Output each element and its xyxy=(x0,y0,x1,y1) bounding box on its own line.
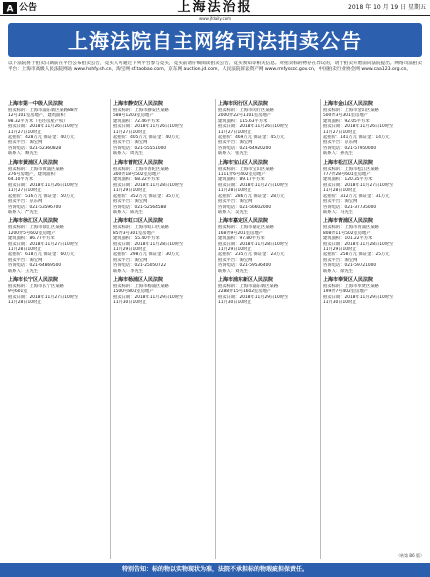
auction-notice xyxy=(113,218,211,274)
column-divider xyxy=(110,99,111,559)
notice-line: 拍卖标的：上海市浦东新区某路 xyxy=(218,283,279,289)
notice-line: 拍卖标的：上海市徐汇区某路 xyxy=(8,225,64,231)
notice-line: 起拍价：428万元 保证金：40万元 xyxy=(8,135,75,141)
notice-line: 拍卖日期：2018年11月26日10时至 xyxy=(218,124,289,130)
notice-line: 拍卖日期：2018年11月29日10时至 xyxy=(218,294,289,300)
notice-line: 拍卖平台：京东网 xyxy=(323,140,358,146)
column-divider xyxy=(320,99,321,559)
section-name: 公告 xyxy=(19,3,38,13)
notice-line: 11月29日10时止 xyxy=(113,246,147,252)
notice-line: 建筑面积：115.63平方米 xyxy=(218,118,268,124)
notice-line: 拍卖标的：上海市松江区某路 xyxy=(323,166,379,172)
notice-line: 拍卖标的：上海市浦东新区某路88弄 xyxy=(8,108,78,113)
notice-line: 2000弄22号1101室房地产 xyxy=(218,113,272,119)
notice-line: 拍卖日期：2018年11月26日10时至 xyxy=(8,124,79,130)
notice-line: 建筑面积：72.46平方米 xyxy=(113,118,160,124)
auction-notice xyxy=(8,218,106,274)
auction-notice xyxy=(8,277,106,306)
notice-line: 276号房地产，建筑面积： xyxy=(8,172,60,178)
notice-line: 建筑面积：55.40平方米 xyxy=(113,236,160,242)
intro-paragraph: 以下法院将于拍卖日期前在平台公布拍卖公告，竞买人可通过下列平台参与竞买，竞买前请仔细阅读拍卖公告、竞买须知等相关信息。对拍卖标的物存在异议的，请于拍卖开始前向法院提出。网络司法拍卖平台：上海市高级人民法院网站 www.hshfy.sh.cn，淘宝网 sf.taobao.com，京东网 auction.jd.com，人民法院诉讼资产网 www.rmfysszc.gov.cn，中国拍卖行业协会网 www.caa123.org.cn。 xyxy=(8,61,422,73)
notice-line: 11月30日10时止 xyxy=(323,300,357,306)
notice-line: 11月28日10时止 xyxy=(8,300,42,306)
notice-line: 起拍价：469万元 保证金：45万元 xyxy=(218,135,285,141)
notice-line: 起拍价：405万元 保证金：40万元 xyxy=(113,135,180,141)
notice-line: 咨询电话：021-56602000 xyxy=(218,204,272,210)
notice-line: 11月29日10时止 xyxy=(113,188,147,194)
notice-line: 拍卖平台：淘宝网 xyxy=(8,140,43,146)
court-name: 上海市嘉定区人民法院 xyxy=(218,218,269,225)
notice-line: 拍卖标的：上海市金山区某路 xyxy=(323,108,379,113)
svg-text:A: A xyxy=(6,4,14,14)
notice-line: 98.32平方米（毛坯房屋产权） xyxy=(8,118,68,124)
notice-line: 咨询电话：021-37735000 xyxy=(323,204,377,210)
auction-notice xyxy=(113,160,211,216)
notice-line: 联系人：周先生 xyxy=(113,151,144,157)
notice-line: 85弄3号301室房地产 xyxy=(113,230,156,236)
court-name: 上海市青浦区人民法院 xyxy=(323,218,374,225)
notice-line: 联系人：刘先生 xyxy=(218,268,249,274)
court-name: 上海市杨浦区人民法院 xyxy=(113,276,164,283)
notice-line: 联系人：马先生 xyxy=(323,209,354,215)
notice-line: 拍卖平台：淘宝网 xyxy=(113,199,148,205)
column-4 xyxy=(323,99,421,559)
notice-line: 11月29日10时止 xyxy=(323,246,357,252)
issue-date: 2018 年 10 月 19 日 星期五 xyxy=(348,4,426,11)
website-url: www.jfdaily.com xyxy=(198,16,232,21)
court-name: 上海市普陀区人民法院 xyxy=(113,159,164,166)
court-name: 上海市黄浦区人民法院 xyxy=(8,159,59,166)
notice-line: 起拍价：298万元 保证金：30万元 xyxy=(113,252,180,258)
notice-line: 咨询电话：021-59536400 xyxy=(218,263,272,269)
notice-line: 11月27日10时止 xyxy=(8,188,42,194)
notice-line: 起拍价：312万元 保证金：31万元 xyxy=(323,193,390,199)
notice-line: 拍卖平台：淘宝网 xyxy=(218,257,253,263)
court-name: 上海市松江区人民法院 xyxy=(323,159,374,166)
notice-line: 199弄7号402室房地产 xyxy=(323,289,368,295)
notice-line: 12号101室房地产，建筑面积： xyxy=(8,113,69,119)
notice-line: 拍卖平台：京东网 xyxy=(8,199,43,205)
notice-line: 拍卖标的：上海市青浦区某路 xyxy=(323,225,379,231)
notice-line: 808弄11号502室房地产 xyxy=(323,230,371,236)
notice-line: 联系人：李先生 xyxy=(113,268,144,274)
notice-line: 咨询电话：021-53596700 xyxy=(8,204,62,210)
notice-line: 起拍价：141万元 保证金：14万元 xyxy=(323,135,390,141)
notice-line: 拍卖日期：2018年11月29日10时至 xyxy=(323,294,394,300)
notice-line: 联系人：孙先生 xyxy=(323,151,354,157)
notice-line: 起拍价：286万元 保证金：28万元 xyxy=(218,193,285,199)
notice-line: 拍卖标的：上海市闵行区某路 xyxy=(218,108,274,113)
notice-line: 联系人：吴先生 xyxy=(218,209,249,215)
auction-notice xyxy=(218,160,316,216)
notice-line: 建筑面积：101.22平方米 xyxy=(323,236,373,242)
notice-line: 拍卖日期：2018年11月27日10时至 xyxy=(8,241,79,247)
notice-line: 拍卖标的：上海市虹口区某路 xyxy=(113,225,169,231)
notice-line: 拍卖平台：淘宝网 xyxy=(113,257,148,263)
notice-line: 拍卖平台：淘宝网 xyxy=(8,257,43,263)
footer-notice: 特别告知：标的物以实物现状为准，法院不承担标的物瑕疵担保责任。 xyxy=(121,566,308,573)
notice-line: 咨询电话：021-64869500 xyxy=(8,263,62,269)
notice-line: 168弄9号201室房地产 xyxy=(218,230,263,236)
column-3 xyxy=(218,99,316,559)
court-name: 上海市闵行区人民法院 xyxy=(218,101,269,107)
auction-notice xyxy=(323,218,421,274)
notice-line: 11月28日10时止 xyxy=(8,246,42,252)
notice-line: 11月27日10时止 xyxy=(218,129,252,135)
notice-line: 拍卖平台：淘宝网 xyxy=(218,140,253,146)
notice-line: 拍卖标的：上海市宝山区某路 xyxy=(218,166,274,172)
notice-line: 11月30日10时止 xyxy=(218,300,252,306)
notice-line: 拍卖标的：上海市静安区某路 xyxy=(113,108,169,113)
notice-line: 拍卖平台：淘宝网 xyxy=(323,199,358,205)
notice-line: 起拍价：352万元 保证金：35万元 xyxy=(113,193,180,199)
notice-line: 建筑面积：89.17平方米 xyxy=(218,177,265,183)
notice-line: 拍卖标的：上海市嘉定区某路 xyxy=(218,225,274,231)
column-divider xyxy=(215,99,216,559)
column-2 xyxy=(113,99,211,559)
notice-line: 1200弄5号602室房地产 xyxy=(8,230,56,236)
notice-line: 拍卖日期：2018年11月26日10时至 xyxy=(8,182,79,188)
auction-notice xyxy=(113,277,211,306)
notice-line: 联系人：严先生 xyxy=(8,209,39,215)
notice-line: 联系人：顾先生 xyxy=(8,151,39,157)
notice-line: 起拍价：258万元 保证金：25万元 xyxy=(323,252,390,258)
auction-notice xyxy=(218,101,316,157)
notice-line: 拍卖平台：淘宝网 xyxy=(218,199,253,205)
notice-line: 建筑面积：97.80平方米 xyxy=(218,236,265,242)
auction-notice xyxy=(218,218,316,274)
notice-line: 建筑面积：68.22平方米 xyxy=(113,177,160,183)
notice-line: 起拍价：235万元 保证金：23万元 xyxy=(218,252,285,258)
notice-line: 咨询电话：021-59721000 xyxy=(323,263,377,269)
court-name: 上海市浦东新区人民法院 xyxy=(218,276,274,283)
notice-line: 500弄3号301室房地产 xyxy=(323,113,368,119)
notice-line: 拍卖标的：上海市杨浦区某路 xyxy=(113,283,169,289)
notice-line: 拍卖日期：2018年11月28日10时至 xyxy=(218,241,289,247)
notice-line: 拍卖平台：淘宝网 xyxy=(113,140,148,146)
notice-line: 拍卖日期：2018年11月26日10时至 xyxy=(323,124,394,130)
notice-line: 11月30日10时止 xyxy=(113,300,147,306)
notice-line: 2288弄15号1602室房地产 xyxy=(218,289,272,295)
auction-notice xyxy=(113,101,211,157)
auction-notice xyxy=(8,101,106,157)
notice-line: 起拍价：516万元 保证金：50万元 xyxy=(8,193,75,199)
notice-line: 拍卖标的：上海市普陀区某路 xyxy=(113,166,169,172)
notice-line: 拍卖日期：2018年11月29日10时至 xyxy=(113,294,184,300)
footer-bar xyxy=(0,563,430,577)
notice-line: 咨询电话：021-52564588 xyxy=(113,204,167,210)
notice-line: 11月28日10时止 xyxy=(323,188,357,194)
court-name: 上海市虹口区人民法院 xyxy=(113,218,164,225)
notice-line: 拍卖日期：2018年11月27日10时至 xyxy=(8,294,79,300)
notice-line: 拍卖标的：上海市黄浦区某路 xyxy=(8,166,64,172)
notice-line: 联系人：徐先生 xyxy=(323,268,354,274)
notice-line: 咨询电话：021-55551000 xyxy=(113,145,167,151)
notice-line: 咨询电话：021-52360828 xyxy=(8,145,62,151)
auction-notice xyxy=(218,277,316,306)
notice-line: 11月27日10时止 xyxy=(113,129,147,135)
court-name: 上海市第一中级人民法院 xyxy=(8,101,64,107)
notice-line: 咨询电话：021-25050722 xyxy=(113,263,167,269)
notice-line: 拍卖日期：2018年11月28日10时至 xyxy=(113,182,184,188)
notice-line: 11月29日10时止 xyxy=(218,246,252,252)
notice-line: 建筑面积：92.05平方米 xyxy=(323,118,370,124)
notice-line: 1111弄6号402室房地产 xyxy=(218,172,266,178)
notice-line: 联系人：张先生 xyxy=(218,151,249,157)
notice-line: 拍卖日期：2018年11月27日10时至 xyxy=(218,182,289,188)
notice-line: 拍卖日期：2018年11月28日10时至 xyxy=(323,241,394,247)
notice-line: 11月27日10时止 xyxy=(8,129,42,135)
notice-line: 拍卖标的：上海市长宁区某路 xyxy=(8,283,64,289)
continued-note: （转第 B6 版） xyxy=(396,553,424,558)
court-name: 上海市长宁区人民法院 xyxy=(8,276,59,283)
column-1 xyxy=(8,99,106,559)
headline-banner xyxy=(8,23,422,57)
headline-title: 上海法院自主网络司法拍卖公告 xyxy=(68,29,362,53)
masthead xyxy=(0,0,430,16)
notice-line: 咨询电话：021-57950000 xyxy=(323,145,377,151)
notice-line: 拍卖日期：2018年11月28日10时至 xyxy=(113,241,184,247)
notice-line: 拍卖日期：2018年11月26日10时至 xyxy=(113,124,184,130)
notice-line: 11月27日10时止 xyxy=(323,129,357,135)
notice-line: 联系人：陈先生 xyxy=(113,209,144,215)
court-name: 上海市奉贤区人民法院 xyxy=(323,276,374,283)
notice-line: 起拍价：618万元 保证金：60万元 xyxy=(8,252,75,258)
notice-line: 拍卖平台：淘宝网 xyxy=(323,257,358,263)
notice-line: 建筑面积：120.35平方米 xyxy=(323,177,373,183)
court-name: 上海市金山区人民法院 xyxy=(323,101,374,107)
notice-line: 建筑面积：86.77平方米 xyxy=(8,236,55,242)
court-name: 上海市徐汇区人民法院 xyxy=(8,218,59,225)
notice-line: 588号1203室房地产 xyxy=(113,113,154,119)
notice-line: 咨询电话：021-64920200 xyxy=(218,145,272,151)
newspaper-title: 上海法治报 xyxy=(177,0,253,15)
auction-notice xyxy=(8,160,106,216)
notice-line: 300弄18号502室房地产 xyxy=(113,172,161,178)
notice-line: 777弄28号601室房地产 xyxy=(323,172,371,178)
section-logo-icon xyxy=(3,2,17,14)
notice-line: 拍卖标的：上海市奉贤区某路 xyxy=(323,283,379,289)
auction-notice xyxy=(323,160,421,216)
notice-line: 64.10平方米 xyxy=(8,177,34,183)
notice-line: 联系人：王先生 xyxy=(8,268,39,274)
auction-notice xyxy=(323,277,421,306)
notice-line: 1500号801室房地产 xyxy=(113,289,154,295)
court-name: 上海市静安区人民法院 xyxy=(113,101,164,107)
notice-line: 9号601室 xyxy=(8,289,28,295)
notice-line: 拍卖日期：2018年11月27日10时至 xyxy=(323,182,394,188)
notice-line: 11月28日10时止 xyxy=(218,188,252,194)
court-name: 上海市宝山区人民法院 xyxy=(218,159,269,166)
auction-notice xyxy=(323,101,421,157)
